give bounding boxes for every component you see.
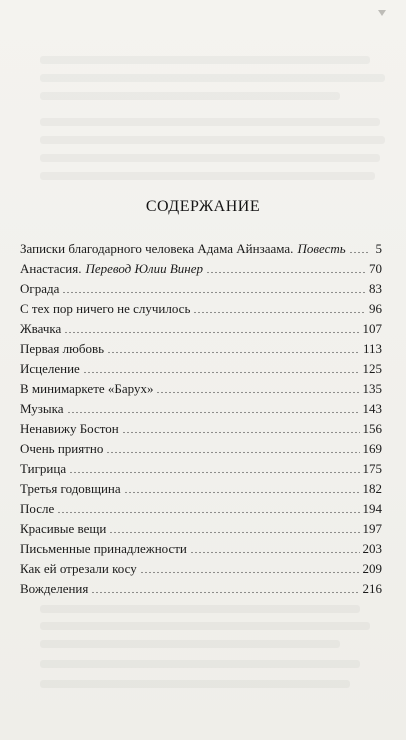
- toc-entry-text: [20, 562, 137, 576]
- toc-entry[interactable]: [20, 336, 382, 356]
- toc-entry-page: 107: [362, 321, 382, 336]
- toc-dot-leader: [91, 591, 359, 594]
- toc-entry[interactable]: [20, 536, 382, 556]
- toc-entry[interactable]: [20, 496, 382, 516]
- toc-dot-leader: [190, 551, 360, 554]
- toc-entry-text: [20, 502, 54, 516]
- toc-entry[interactable]: [20, 576, 382, 596]
- toc-entry-text: [20, 422, 119, 436]
- toc-entry-text: [20, 362, 80, 376]
- toc-entry-text: [20, 262, 203, 276]
- bleed-through-line: [40, 622, 370, 630]
- toc-entry-page: 197: [362, 521, 382, 536]
- toc-entry-text: [20, 482, 121, 496]
- bleed-through-line: [40, 92, 340, 100]
- toc-entry-title: Записки благодарного человека Адама Айнзаама.: [20, 241, 294, 256]
- toc-entry-page: 216: [362, 581, 382, 596]
- toc-entry-title: Как ей отрезали косу: [20, 561, 137, 576]
- toc-entry[interactable]: [20, 376, 382, 396]
- toc-entry-page: 156: [362, 421, 382, 436]
- toc-entry-page: 169: [362, 441, 382, 456]
- toc-dot-leader: [57, 511, 359, 514]
- toc-entry-page: 113: [362, 341, 382, 356]
- toc-entry-page: 203: [362, 541, 382, 556]
- toc-entry[interactable]: [20, 456, 382, 476]
- toc-entry-title: Письменные принадлежности: [20, 541, 187, 556]
- toc-entry[interactable]: [20, 556, 382, 576]
- toc-entry-page: 135: [362, 381, 382, 396]
- toc-entry-title: Музыка: [20, 401, 64, 416]
- toc-heading: СОДЕРЖАНИЕ: [145, 198, 261, 215]
- toc-entry-page: 125: [362, 361, 382, 376]
- bleed-through-line: [40, 172, 375, 180]
- toc-dot-leader: [349, 251, 369, 254]
- toc-entry-text: [20, 282, 59, 296]
- bleed-through-line: [40, 660, 360, 668]
- bleed-through-line: [40, 605, 360, 613]
- bleed-through-line: [40, 118, 380, 126]
- toc-entry-text: [20, 322, 61, 336]
- toc-entry-title: В минимаркете «Барух»: [20, 381, 154, 396]
- toc-entry-title: Анастасия.: [20, 261, 82, 276]
- toc-entry-note: Повесть: [297, 241, 346, 256]
- toc-list: [20, 236, 382, 596]
- toc-dot-leader: [122, 431, 360, 434]
- toc-entry-text: [20, 582, 88, 596]
- toc-entry-title: Первая любовь: [20, 341, 105, 356]
- toc-entry-page: 194: [362, 501, 382, 516]
- toc-entry-title: Красивые вещи: [20, 521, 107, 536]
- toc-entry[interactable]: [20, 416, 382, 436]
- toc-dot-leader: [124, 491, 360, 494]
- toc-entry[interactable]: [20, 396, 382, 416]
- toc-entry-title: Ненавижу Бостон: [20, 421, 119, 436]
- toc-entry[interactable]: [20, 516, 382, 536]
- toc-dot-leader: [106, 451, 359, 454]
- toc-entry-title: Третья годовщина: [20, 481, 121, 496]
- toc-entry-page: 96: [369, 301, 382, 316]
- toc-dot-leader: [69, 471, 359, 474]
- bleed-through-line: [40, 56, 370, 64]
- toc-dot-leader: [64, 331, 359, 334]
- toc-entry-text: [20, 522, 106, 536]
- bleed-through-line: [40, 74, 385, 82]
- bleed-through-line: [40, 640, 340, 648]
- toc-entry-page: 143: [362, 401, 382, 416]
- toc-dot-leader: [140, 571, 360, 574]
- toc-entry-text: [20, 242, 346, 256]
- toc-entry-note: Перевод Юлии Винер: [85, 261, 204, 276]
- toc-entry[interactable]: [20, 236, 382, 256]
- toc-dot-leader: [107, 351, 360, 354]
- toc-entry-title: Исцеление: [20, 361, 80, 376]
- toc-entry-page: 5: [375, 241, 382, 256]
- toc-entry[interactable]: [20, 256, 382, 276]
- toc-entry-title: Вожделения: [20, 581, 89, 596]
- toc-entry-page: 83: [369, 281, 382, 296]
- toc-dot-leader: [109, 531, 359, 534]
- toc-entry-title: Очень приятно: [20, 441, 104, 456]
- toc-entry-title: Ограда: [20, 281, 60, 296]
- toc-entry-page: 209: [362, 561, 382, 576]
- toc-entry-page: 182: [362, 481, 382, 496]
- toc-entry[interactable]: [20, 356, 382, 376]
- toc-dot-leader: [193, 311, 366, 314]
- toc-entry-text: [20, 542, 187, 556]
- bleed-through-line: [40, 136, 385, 144]
- bleed-through-line: [40, 680, 350, 688]
- toc-entry-text: [20, 462, 66, 476]
- toc-entry[interactable]: [20, 476, 382, 496]
- toc-entry-title: С тех пор ничего не случилось: [20, 301, 191, 316]
- toc-entry-text: [20, 342, 104, 356]
- toc-entry[interactable]: [20, 296, 382, 316]
- toc-entry-text: [20, 442, 103, 456]
- toc-entry[interactable]: [20, 436, 382, 456]
- page-corner-mark: [378, 10, 386, 16]
- toc-dot-leader: [206, 271, 366, 274]
- toc-entry-text: [20, 302, 190, 316]
- toc-dot-leader: [156, 391, 359, 394]
- toc-entry-text: [20, 402, 64, 416]
- toc-dot-leader: [67, 411, 360, 414]
- toc-entry[interactable]: [20, 316, 382, 336]
- toc-entry-title: После: [20, 501, 55, 516]
- toc-entry-title: Жвачка: [20, 321, 62, 336]
- bleed-through-line: [40, 154, 380, 162]
- toc-entry-title: Тигрица: [20, 461, 67, 476]
- toc-entry-text: [20, 382, 153, 396]
- toc-dot-leader: [83, 371, 360, 374]
- toc-dot-leader: [62, 291, 366, 294]
- toc-entry-page: 70: [369, 261, 382, 276]
- toc-entry[interactable]: [20, 276, 382, 296]
- toc-entry-page: 175: [362, 461, 382, 476]
